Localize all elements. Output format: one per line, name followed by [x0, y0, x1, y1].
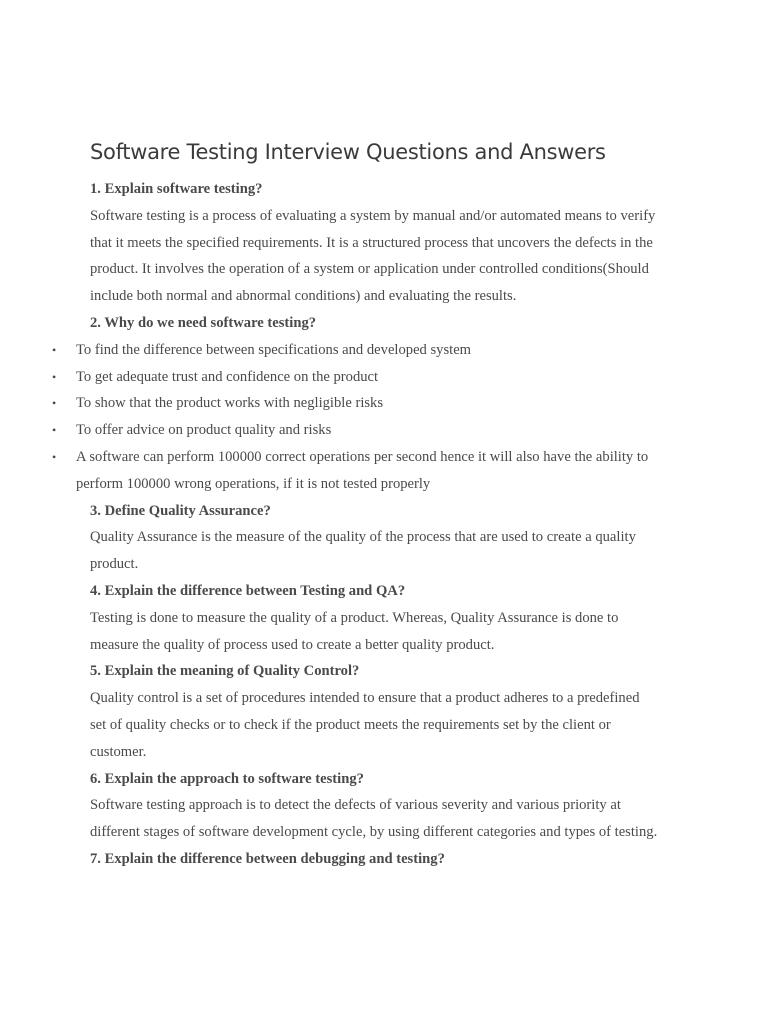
line-text: product. [90, 556, 139, 573]
answer-text [0, 256, 768, 283]
answer-text [0, 685, 768, 712]
document-title: Software Testing Interview Questions and Answers [90, 140, 606, 164]
answer-text [0, 632, 768, 659]
answer-text [0, 230, 768, 257]
bullet-icon: • [52, 449, 57, 464]
line-text: different stages of software development cycle, by using different categories and types of testing. [90, 824, 658, 841]
line-text: 5. Explain the meaning of Quality Control? [90, 663, 360, 680]
line-text: 1. Explain software testing? [90, 181, 263, 197]
line-text: To offer advice on product quality and risks [76, 422, 332, 439]
line-text: To get adequate trust and confidence on the product [76, 368, 379, 385]
line-text: include both normal and abnormal conditions) and evaluating the results. [90, 288, 517, 305]
line-text: 3. Define Quality Assurance? [90, 502, 271, 519]
answer-text [0, 551, 768, 578]
line-text: perform 100000 wrong operations, if it is not tested properly [76, 475, 431, 492]
answer-text [0, 283, 768, 310]
bullet-icon: • [52, 369, 57, 384]
bullet-item [0, 417, 768, 444]
answer-text [0, 712, 768, 739]
line-text: product. It involves the operation of a system or application under controlled conditions(Should [90, 261, 649, 278]
bullet-icon: • [52, 342, 57, 357]
line-text: Software testing approach is to detect the defects of various severity and various priority at [90, 797, 621, 814]
question-heading [0, 846, 768, 873]
question-heading [0, 578, 768, 605]
question-heading [0, 310, 768, 337]
line-text: To find the difference between specifications and developed system [76, 341, 472, 358]
question-heading [0, 498, 768, 525]
answer-text [0, 203, 768, 230]
line-text: customer. [90, 743, 147, 760]
answer-text [0, 739, 768, 766]
question-heading [0, 176, 768, 203]
answer-text [0, 819, 768, 846]
bullet-item [0, 390, 768, 417]
line-text: 7. Explain the difference between debugging and testing? [90, 850, 445, 867]
answer-text [0, 605, 768, 632]
line-text: A software can perform 100000 correct operations per second hence it will also have the ability to [76, 448, 649, 465]
line-text: 6. Explain the approach to software testing? [90, 770, 364, 787]
question-heading [0, 766, 768, 793]
line-text: Testing is done to measure the quality of a product. Whereas, Quality Assurance is done to [90, 609, 619, 626]
line-text: measure the quality of process used to create a better quality product. [90, 636, 495, 653]
bullet-item [0, 337, 768, 364]
line-text: that it meets the specified requirements. It is a structured process that uncovers the defects in the [90, 234, 653, 251]
bullet-item [0, 444, 768, 471]
answer-text [0, 792, 768, 819]
line-text: 4. Explain the difference between Testing and QA? [90, 582, 406, 599]
bullet-icon: • [52, 396, 57, 411]
document-body [0, 176, 768, 873]
bullet-icon: • [52, 423, 57, 438]
line-text: To show that the product works with negligible risks [76, 395, 384, 412]
line-text: Quality Assurance is the measure of the quality of the process that are used to create a quality [90, 529, 636, 546]
line-text: 2. Why do we need software testing? [90, 314, 317, 331]
question-heading [0, 658, 768, 685]
bullet-item-continuation [0, 471, 768, 498]
answer-text [0, 524, 768, 551]
line-text: Quality control is a set of procedures intended to ensure that a product adheres to a predefined [90, 690, 640, 707]
bullet-item [0, 364, 768, 391]
line-text: set of quality checks or to check if the product meets the requirements set by the client or [90, 716, 611, 733]
line-text: Software testing is a process of evaluating a system by manual and/or automated means to verify [90, 207, 656, 224]
